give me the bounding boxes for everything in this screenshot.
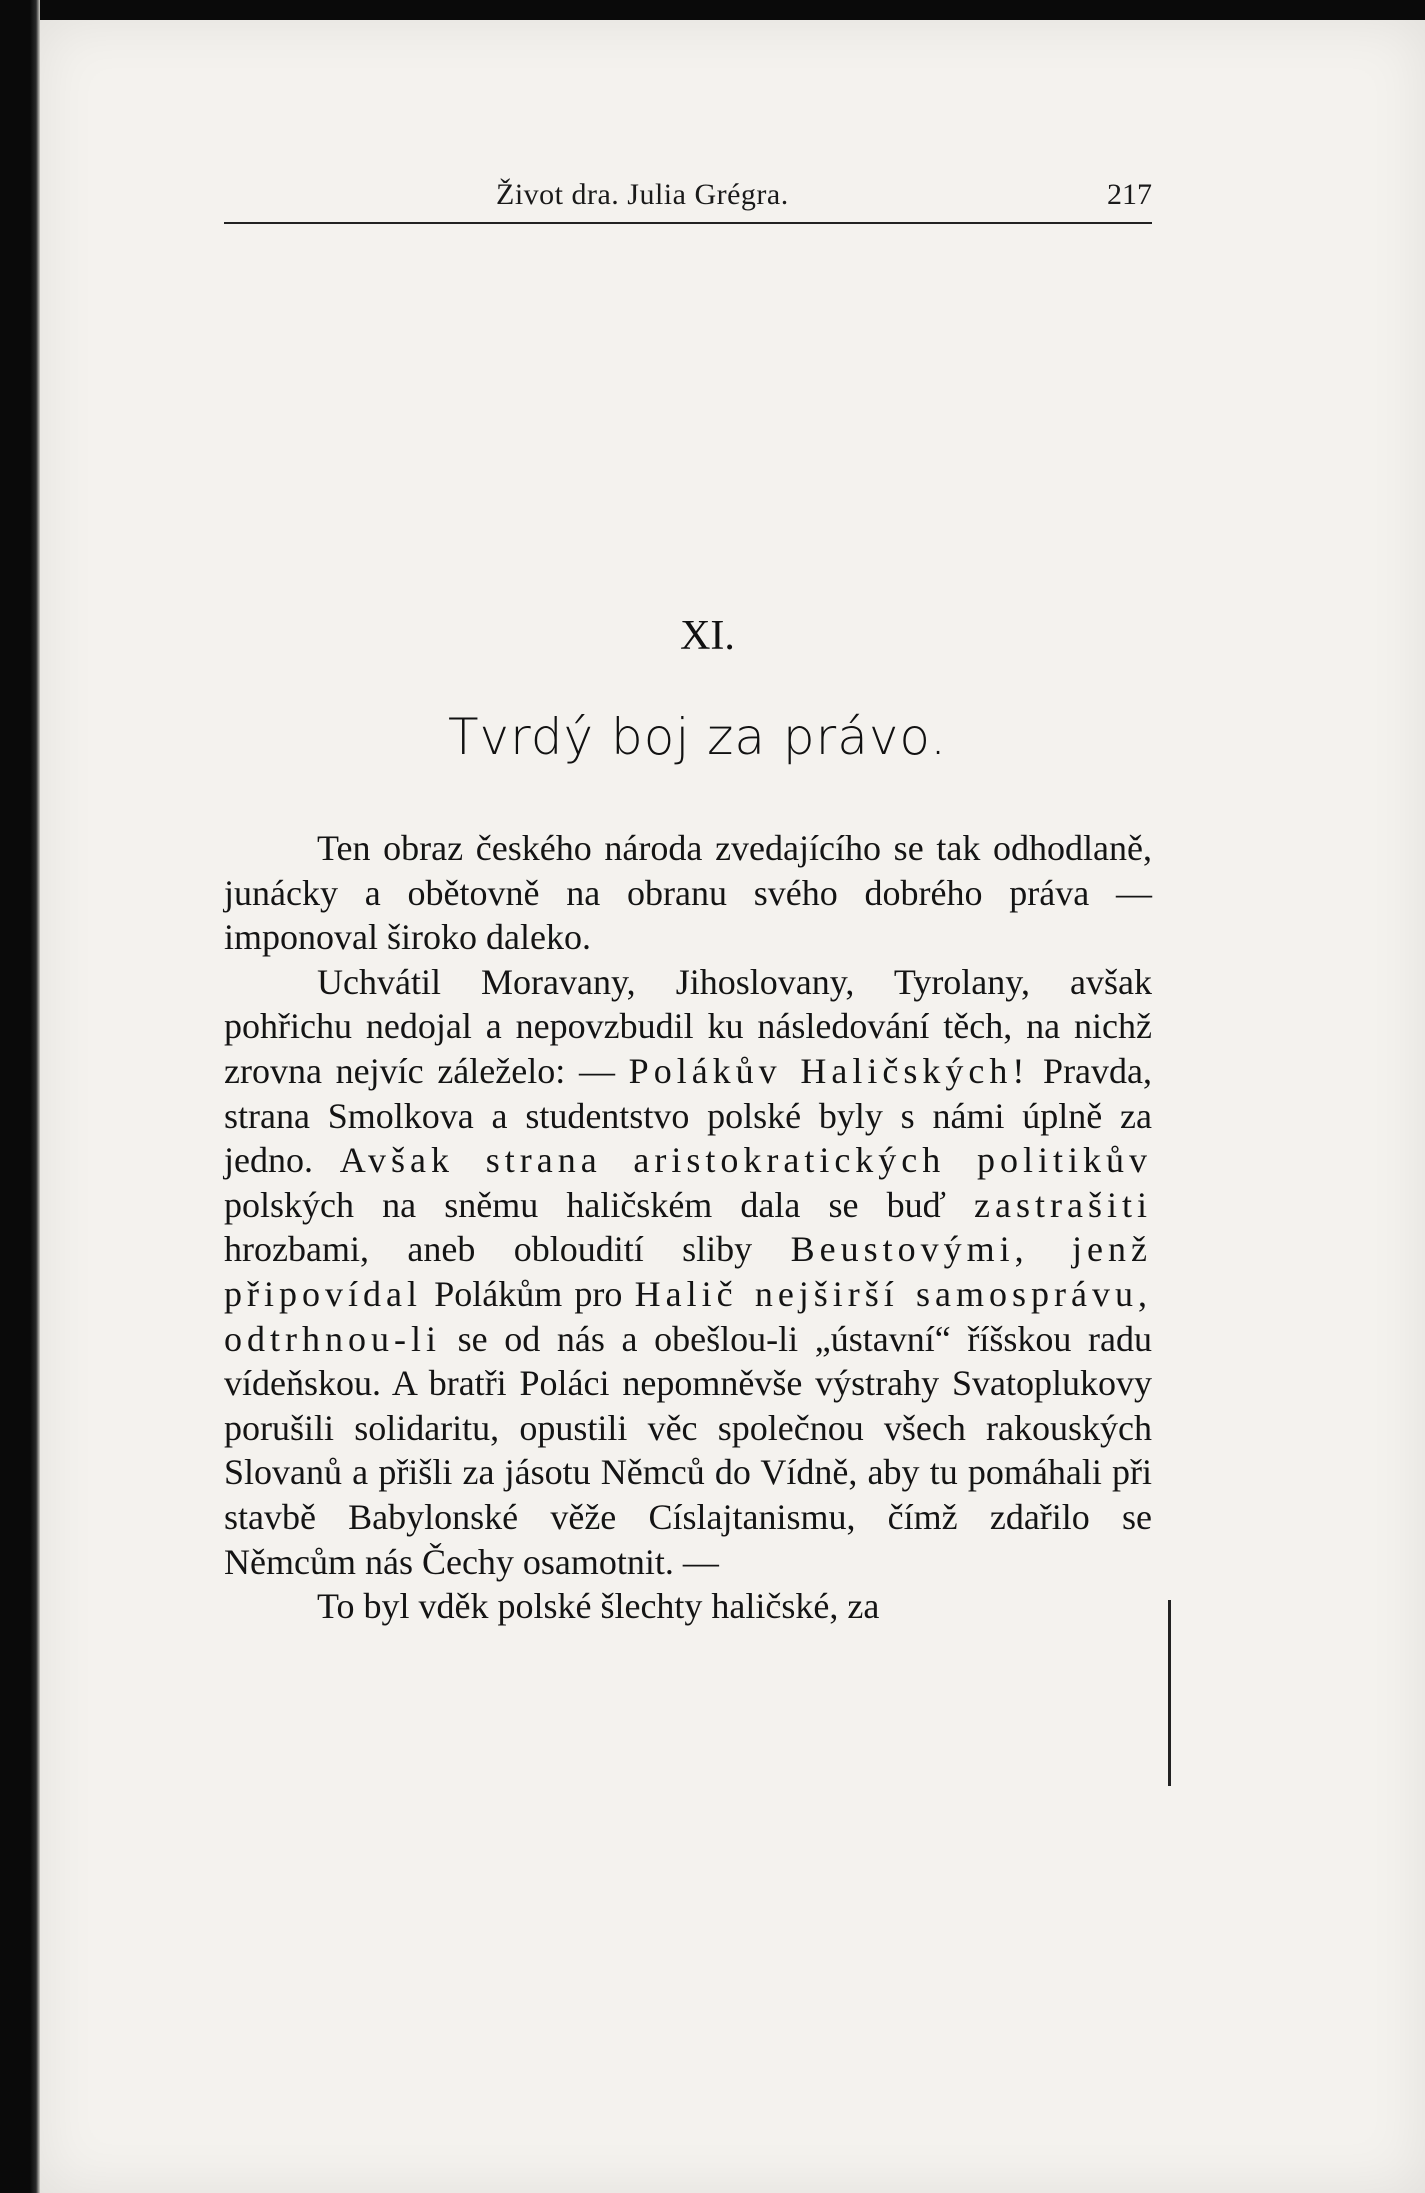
emphasis-aristokratickych-politikuv: Avšak strana aristokratických politikův	[339, 1140, 1152, 1181]
paragraph-1-text: Ten obraz českého národa zvedajícího se tak odhodlaně, junácky a obětovně na obranu svého dobrého práva — imponoval široko daleko.	[224, 828, 1152, 958]
paragraph-2-text-e: Polákům pro	[421, 1273, 635, 1314]
running-title: Život dra. Julia Grégra.	[496, 178, 789, 211]
paragraph-3	[224, 1584, 1152, 1629]
paragraph-2-text-b: Pravda, strana Smolkova a studentstvo polské byly s námi úplně za jedno.	[224, 1050, 1153, 1181]
emphasis-beustovymi: Beustovými, jenž připovídal	[224, 1229, 1152, 1314]
chapter-title: Tvrdý boj za právo.	[447, 708, 948, 766]
page-header	[224, 170, 1152, 224]
paragraph-2	[224, 960, 1152, 1584]
margin-mark	[1168, 1600, 1171, 1786]
paragraph-2-text-c: polských na sněmu haličském dala se buď	[224, 1184, 975, 1225]
paragraph-2-text-f: se od nás a obešlou-li „ústavní“ říšskou radu vídeňskou. A bratři Poláci nepomněvše výstrahy Svatoplukovy porušili solidaritu, opustili věc společnou všech rakouských Slovanů a přišli za jásotu Němců do Vídně, aby tu pomáhali při stavbě Babylonské věže Císlajtanismu, čímž zdařilo se Němcům nás Čechy osamotnit. —	[224, 1318, 1152, 1582]
chapter-number: XI.	[680, 613, 735, 659]
scan-top-border	[0, 0, 1425, 20]
emphasis-zastrasiti: zastrašiti	[974, 1184, 1152, 1225]
scan-left-border	[0, 0, 40, 2193]
paragraph-2-text-a: Uchvátil Moravany, Jihoslovany, Tyrolany, avšak pohřichu nedojal a nepovzbudil ku následování těch, na nichž zrovna nejvíc záleželo: —	[224, 961, 1152, 1091]
body-text	[224, 826, 1152, 1629]
paragraph-3-text: To byl vděk polské šlechty haličské, za	[317, 1586, 880, 1627]
emphasis-halic-samospravu: Halič nejširší samosprávu, odtrhnou-li	[224, 1273, 1152, 1359]
paragraph-2-text-d: hrozbami, aneb obloudití sliby	[224, 1229, 791, 1270]
page-number: 217	[1107, 178, 1152, 211]
emphasis-polakuv-halicskych: Polákův Haličských!	[628, 1050, 1030, 1091]
paragraph-1	[224, 826, 1152, 960]
